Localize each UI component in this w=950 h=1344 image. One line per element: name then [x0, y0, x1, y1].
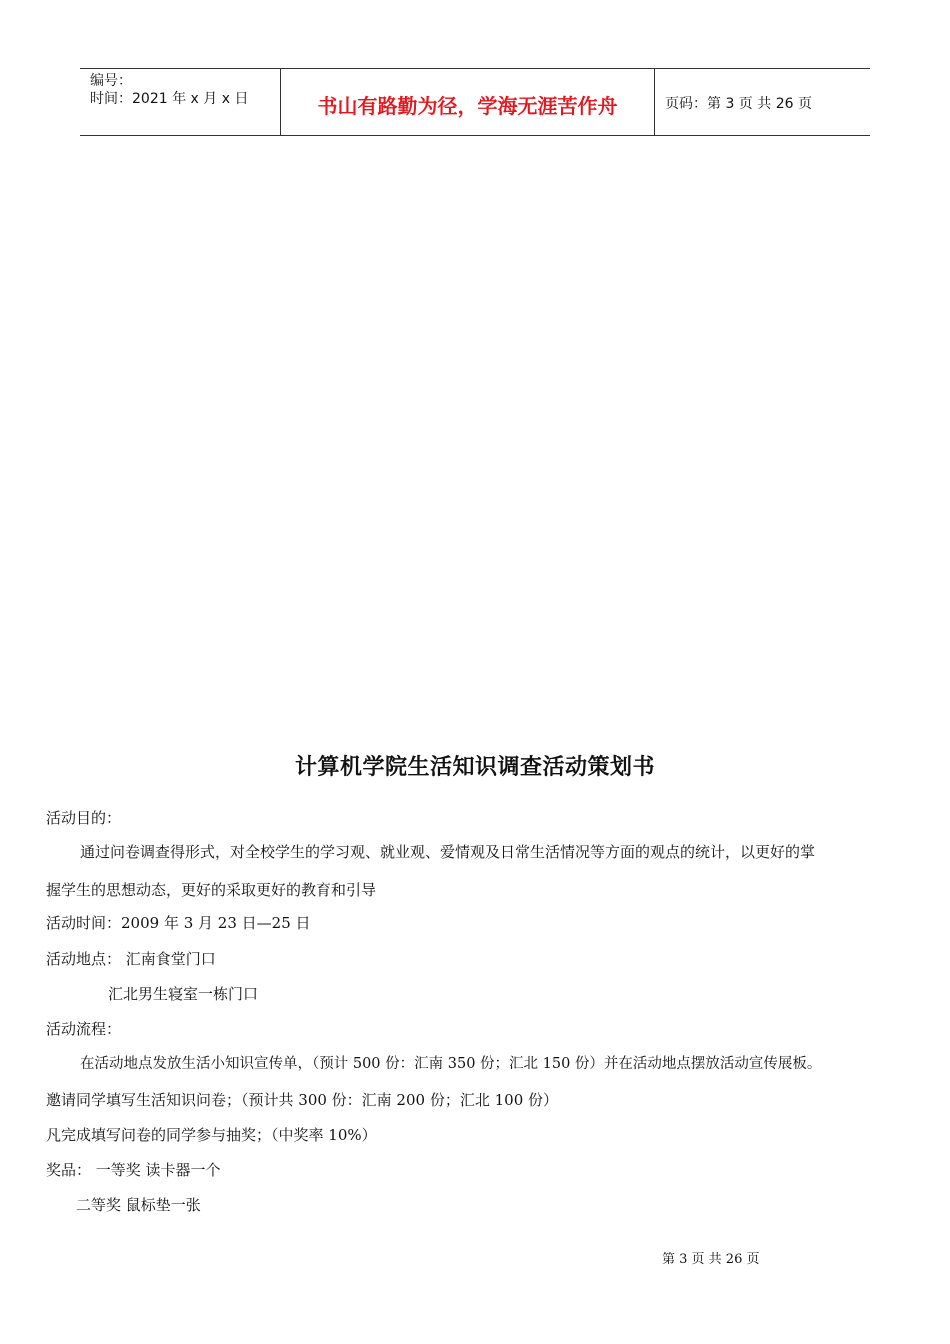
document-title: 计算机学院生活知识调查活动策划书 — [294, 755, 655, 780]
header-motto: 书山有路勤为径，学海无涯苦作舟 — [281, 69, 655, 135]
date-label: 时间：2021 年 x 月 x 日 — [90, 91, 249, 107]
process-line1: 在活动地点发放生活小知识宣传单，（预计 500 份：汇南 350 份；汇北 150 份）并在活动地点摆放活动宣传展板。 — [80, 1056, 822, 1072]
place-line1: 活动地点： 汇南食堂门口 — [46, 950, 216, 968]
process-line3: 凡完成填写问卷的同学参与抽奖；（中奖率 10%） — [46, 1126, 377, 1144]
header-page-info: 页码：第 3 页 共 26 页 — [665, 96, 812, 112]
place-line2: 汇北男生寝室一栋门口 — [108, 985, 259, 1003]
header-table — [80, 68, 870, 136]
purpose-text-line2: 握学生的思想动态，更好的采取更好的教育和引导 — [46, 881, 377, 899]
header-meta-cell — [80, 69, 281, 135]
purpose-label: 活动目的： — [46, 809, 122, 827]
page-footer: 第 3 页 共 26 页 — [662, 1252, 760, 1267]
time-line: 活动时间：2009 年 3 月 23 日—25 日 — [46, 914, 311, 932]
purpose-text-line1: 通过问卷调查得形式，对全校学生的学习观、就业观、爱情观及日常生活情况等方面的观点的统计，以更好的掌 — [80, 843, 816, 861]
process-label: 活动流程： — [46, 1020, 122, 1038]
number-label: 编号： — [90, 73, 132, 89]
prize-line1: 奖品： 一等奖 读卡器一个 — [46, 1161, 221, 1179]
process-line2: 邀请同学填写生活知识问卷；（预计共 300 份：汇南 200 份；汇北 100 份） — [46, 1091, 559, 1109]
prize-line2: 二等奖 鼠标垫一张 — [76, 1196, 201, 1214]
